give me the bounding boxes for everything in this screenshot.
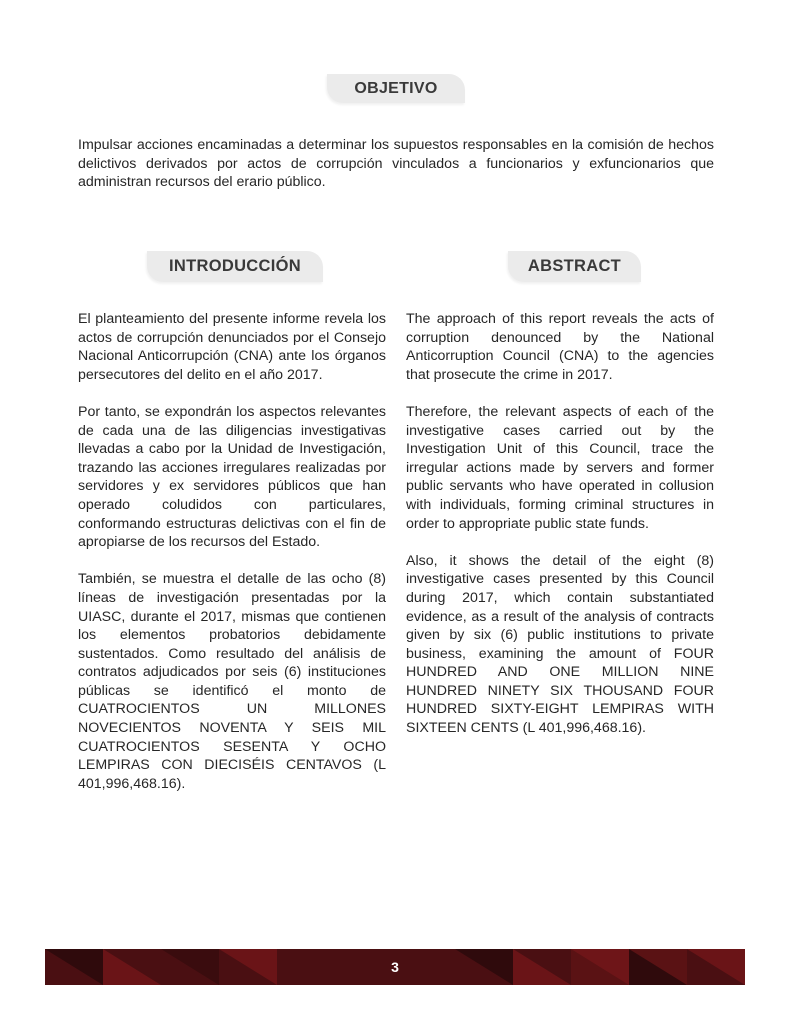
objective-text: Impulsar acciones encaminadas a determinar los supuestos responsables en la comisión de hechos delictivos derivados por actos de corrupción vinculados a funcionarios y exfuncionarios que administran recursos del erario público. <box>78 137 714 191</box>
abstract-heading <box>508 251 641 282</box>
introduction-paragraph-2: Por tanto, se expondrán los aspectos relevantes de cada una de las diligencias investigativas llevadas a cabo por la Unidad de Investigación, trazando las acciones irregulares realizadas por servidores y ex servidores públicos que han operado coludidos con particulares, conformando estructuras delictivas con el fin de apropiarse de los recursos del Estado. <box>78 403 386 551</box>
abstract-column <box>406 310 714 756</box>
abstract-paragraph-2: Therefore, the relevant aspects of each of the investigative cases carried out by the Investigation Unit of this Council, trace the irregular actions made by servers and former public servants who have operated in collusion with individuals, forming criminal structures in order to appropriate public state funds. <box>406 403 714 532</box>
page-number: 3 <box>391 959 399 975</box>
introduction-paragraph-3: También, se muestra el detalle de las ocho (8) líneas de investigación presentadas por la UIASC, durante el 2017, mismas que contienen los elementos probatorios debidamente sustentados. Como resultado del análisis de contratos adjudicados por seis (6) instituciones públicas se identificó el monto de CUATROCIENTOS UN MILLONES NOVECIENTOS NOVENTA Y SEIS MIL CUATROCIENTOS SESENTA Y OCHO LEMPIRAS CON DIECISÉIS CENTAVOS (L 401,996,468.16). <box>78 571 386 792</box>
abstract-paragraph-3: Also, it shows the detail of the eight (8) investigative cases presented by this Council during 2017, which contain substantiated evidence, as a result of the analysis of contracts given by six (6) public institutions to private business, examining the amount of FOUR HUNDRED AND ONE MILLION NINE HUNDRED NINETY SIX THOUSAND FOUR HUNDRED SIXTY-EIGHT LEMPIRAS WITH SIXTEEN CENTS (L 401,996,468.16). <box>406 552 714 737</box>
objective-heading-label: OBJETIVO <box>354 79 438 97</box>
footer-band <box>45 949 745 985</box>
introduction-column <box>78 310 386 812</box>
introduction-heading <box>147 251 323 282</box>
introduction-heading-label: INTRODUCCIÓN <box>169 257 301 275</box>
objective-heading <box>327 74 465 103</box>
abstract-heading-label: ABSTRACT <box>527 257 622 275</box>
introduction-paragraph-1: El planteamiento del presente informe revela los actos de corrupción denunciados por el Consejo Nacional Anticorrupción (CNA) ante los órganos persecutores del delito en el año 2017. <box>78 311 386 383</box>
abstract-paragraph-1: The approach of this report reveals the acts of corruption denounced by the National Anticorruption Council (CNA) to the agencies that prosecute the crime in 2017. <box>406 311 714 383</box>
